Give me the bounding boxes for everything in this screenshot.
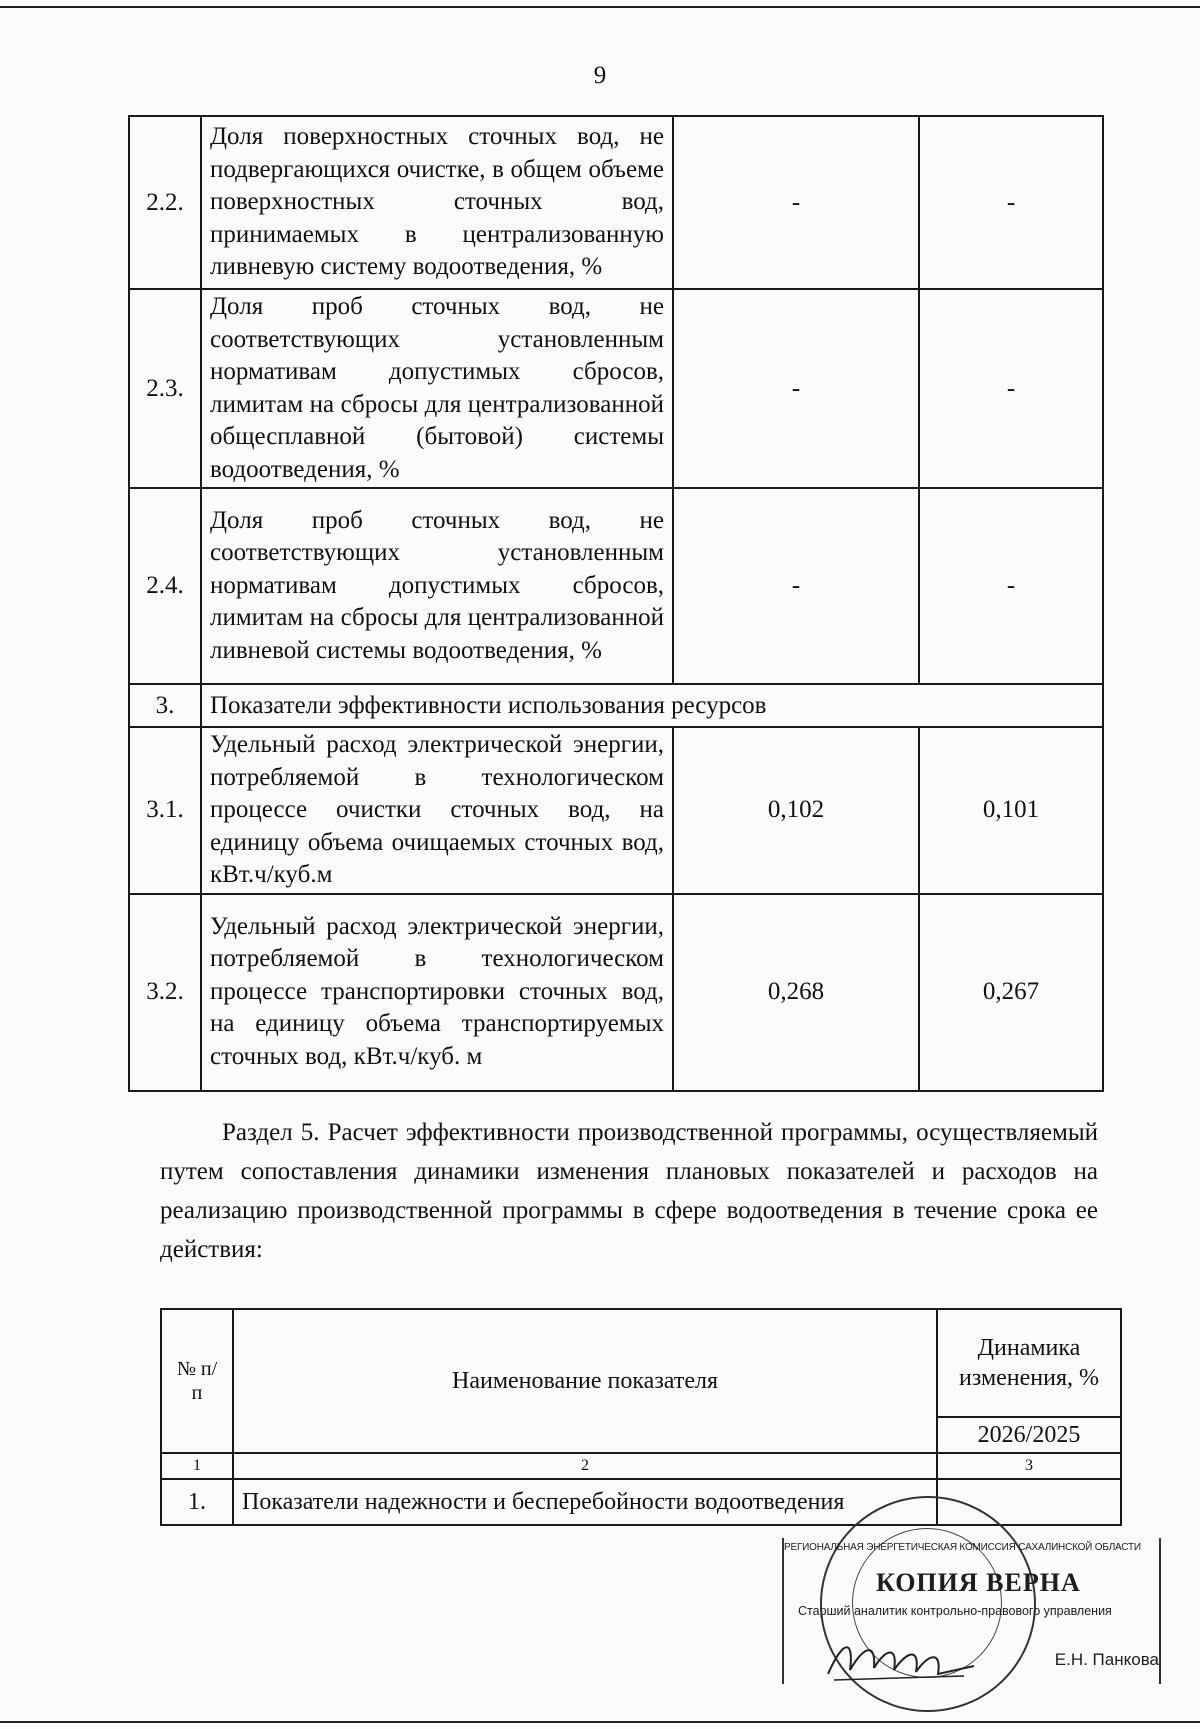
row-number: 3.1. (129, 727, 201, 894)
stamp-organization: РЕГИОНАЛЬНАЯ ЭНЕРГЕТИЧЕСКАЯ КОМИССИЯ САХАЛИНСКОЙ ОБЛАСТИ (784, 1542, 1141, 1553)
value-2025: - (673, 488, 919, 684)
value-2026: - (919, 289, 1103, 488)
table-row (129, 727, 1103, 894)
stamp-title: КОПИЯ ВЕРНА (876, 1568, 1081, 1597)
table-header-row (161, 1309, 1121, 1417)
table-row (129, 488, 1103, 684)
table-row (129, 894, 1103, 1091)
column-numbers-row (161, 1453, 1121, 1479)
value-2025: - (673, 289, 919, 488)
indicator-name: Удельный расход электрической энергии, потребляемой в технологическом процессе транспортировки сточных вод, на единицу объема транспортируемых сточных вод, кВт.ч/куб. м (201, 894, 673, 1091)
stamp-signatory-name: Е.Н. Панкова (1054, 1650, 1159, 1669)
top-scan-edge (0, 6, 1200, 8)
table-row (129, 116, 1103, 289)
value-2026: - (919, 488, 1103, 684)
row-number: 3.2. (129, 894, 201, 1091)
dynamics-table (160, 1308, 1122, 1526)
indicator-name: Доля проб сточных вод, не соответствующих установленным нормативам допустимых сбросов, лимитам на сбросы для централизованной ливневой системы водоотведения, % (201, 488, 673, 684)
row-number: 2.2. (129, 116, 201, 289)
value-2026: 0,267 (919, 894, 1103, 1091)
col-header-period: 2026/2025 (937, 1417, 1121, 1453)
table-row (129, 289, 1103, 488)
row-number: 1. (161, 1479, 233, 1525)
col-header-number: № п/п (161, 1309, 233, 1453)
value-2026: - (919, 116, 1103, 289)
col-header-name: Наименование показателя (233, 1309, 937, 1453)
section5-paragraph (160, 1113, 1098, 1269)
value-2025: 0,268 (673, 894, 919, 1091)
col-number: 2 (233, 1453, 937, 1479)
value-2025: 0,102 (673, 727, 919, 894)
indicator-name: Доля поверхностных сточных вод, не подвергающихся очистке, в общем объеме поверхностных сточных вод, принимаемых в централизованную ливневую систему водоотведения, % (201, 116, 673, 289)
section-title: Показатели эффективности использования ресурсов (201, 684, 1103, 727)
section-number: 3. (129, 684, 201, 727)
indicators-table (128, 115, 1104, 1092)
col-header-dynamics: Динамика изменения, % (937, 1309, 1121, 1417)
col-number: 1 (161, 1453, 233, 1479)
value-2025: - (673, 116, 919, 289)
handwritten-signature (824, 1630, 984, 1686)
value-2026: 0,101 (919, 727, 1103, 894)
section-row (129, 684, 1103, 727)
bottom-scan-edge (0, 1721, 1200, 1723)
indicator-name: Показатели надежности и бесперебойности водоотведения (233, 1479, 937, 1525)
indicator-name: Доля проб сточных вод, не соответствующих установленным нормативам допустимых сбросов, лимитам на сбросы для централизованной общесплавной (бытовой) системы водоотведения, % (201, 289, 673, 488)
page-number: 9 (593, 62, 607, 89)
stamp-position: Старший аналитик контрольно-правового управления (798, 1604, 1112, 1618)
col-number: 3 (937, 1453, 1121, 1479)
section5-text: Раздел 5. Расчет эффективности производственной программы, осуществляемый путем сопоставления динамики изменения плановых показателей и расходов на реализацию производственной программы в сфере водоотведения в течение срока ее действия: (160, 1119, 1098, 1263)
row-number: 2.3. (129, 289, 201, 488)
row-number: 2.4. (129, 488, 201, 684)
certification-stamp (784, 1540, 1159, 1690)
indicator-name: Удельный расход электрической энергии, потребляемой в технологическом процессе очистки сточных вод, на единицу объема очищаемых сточных вод, кВт.ч/куб.м (201, 727, 673, 894)
